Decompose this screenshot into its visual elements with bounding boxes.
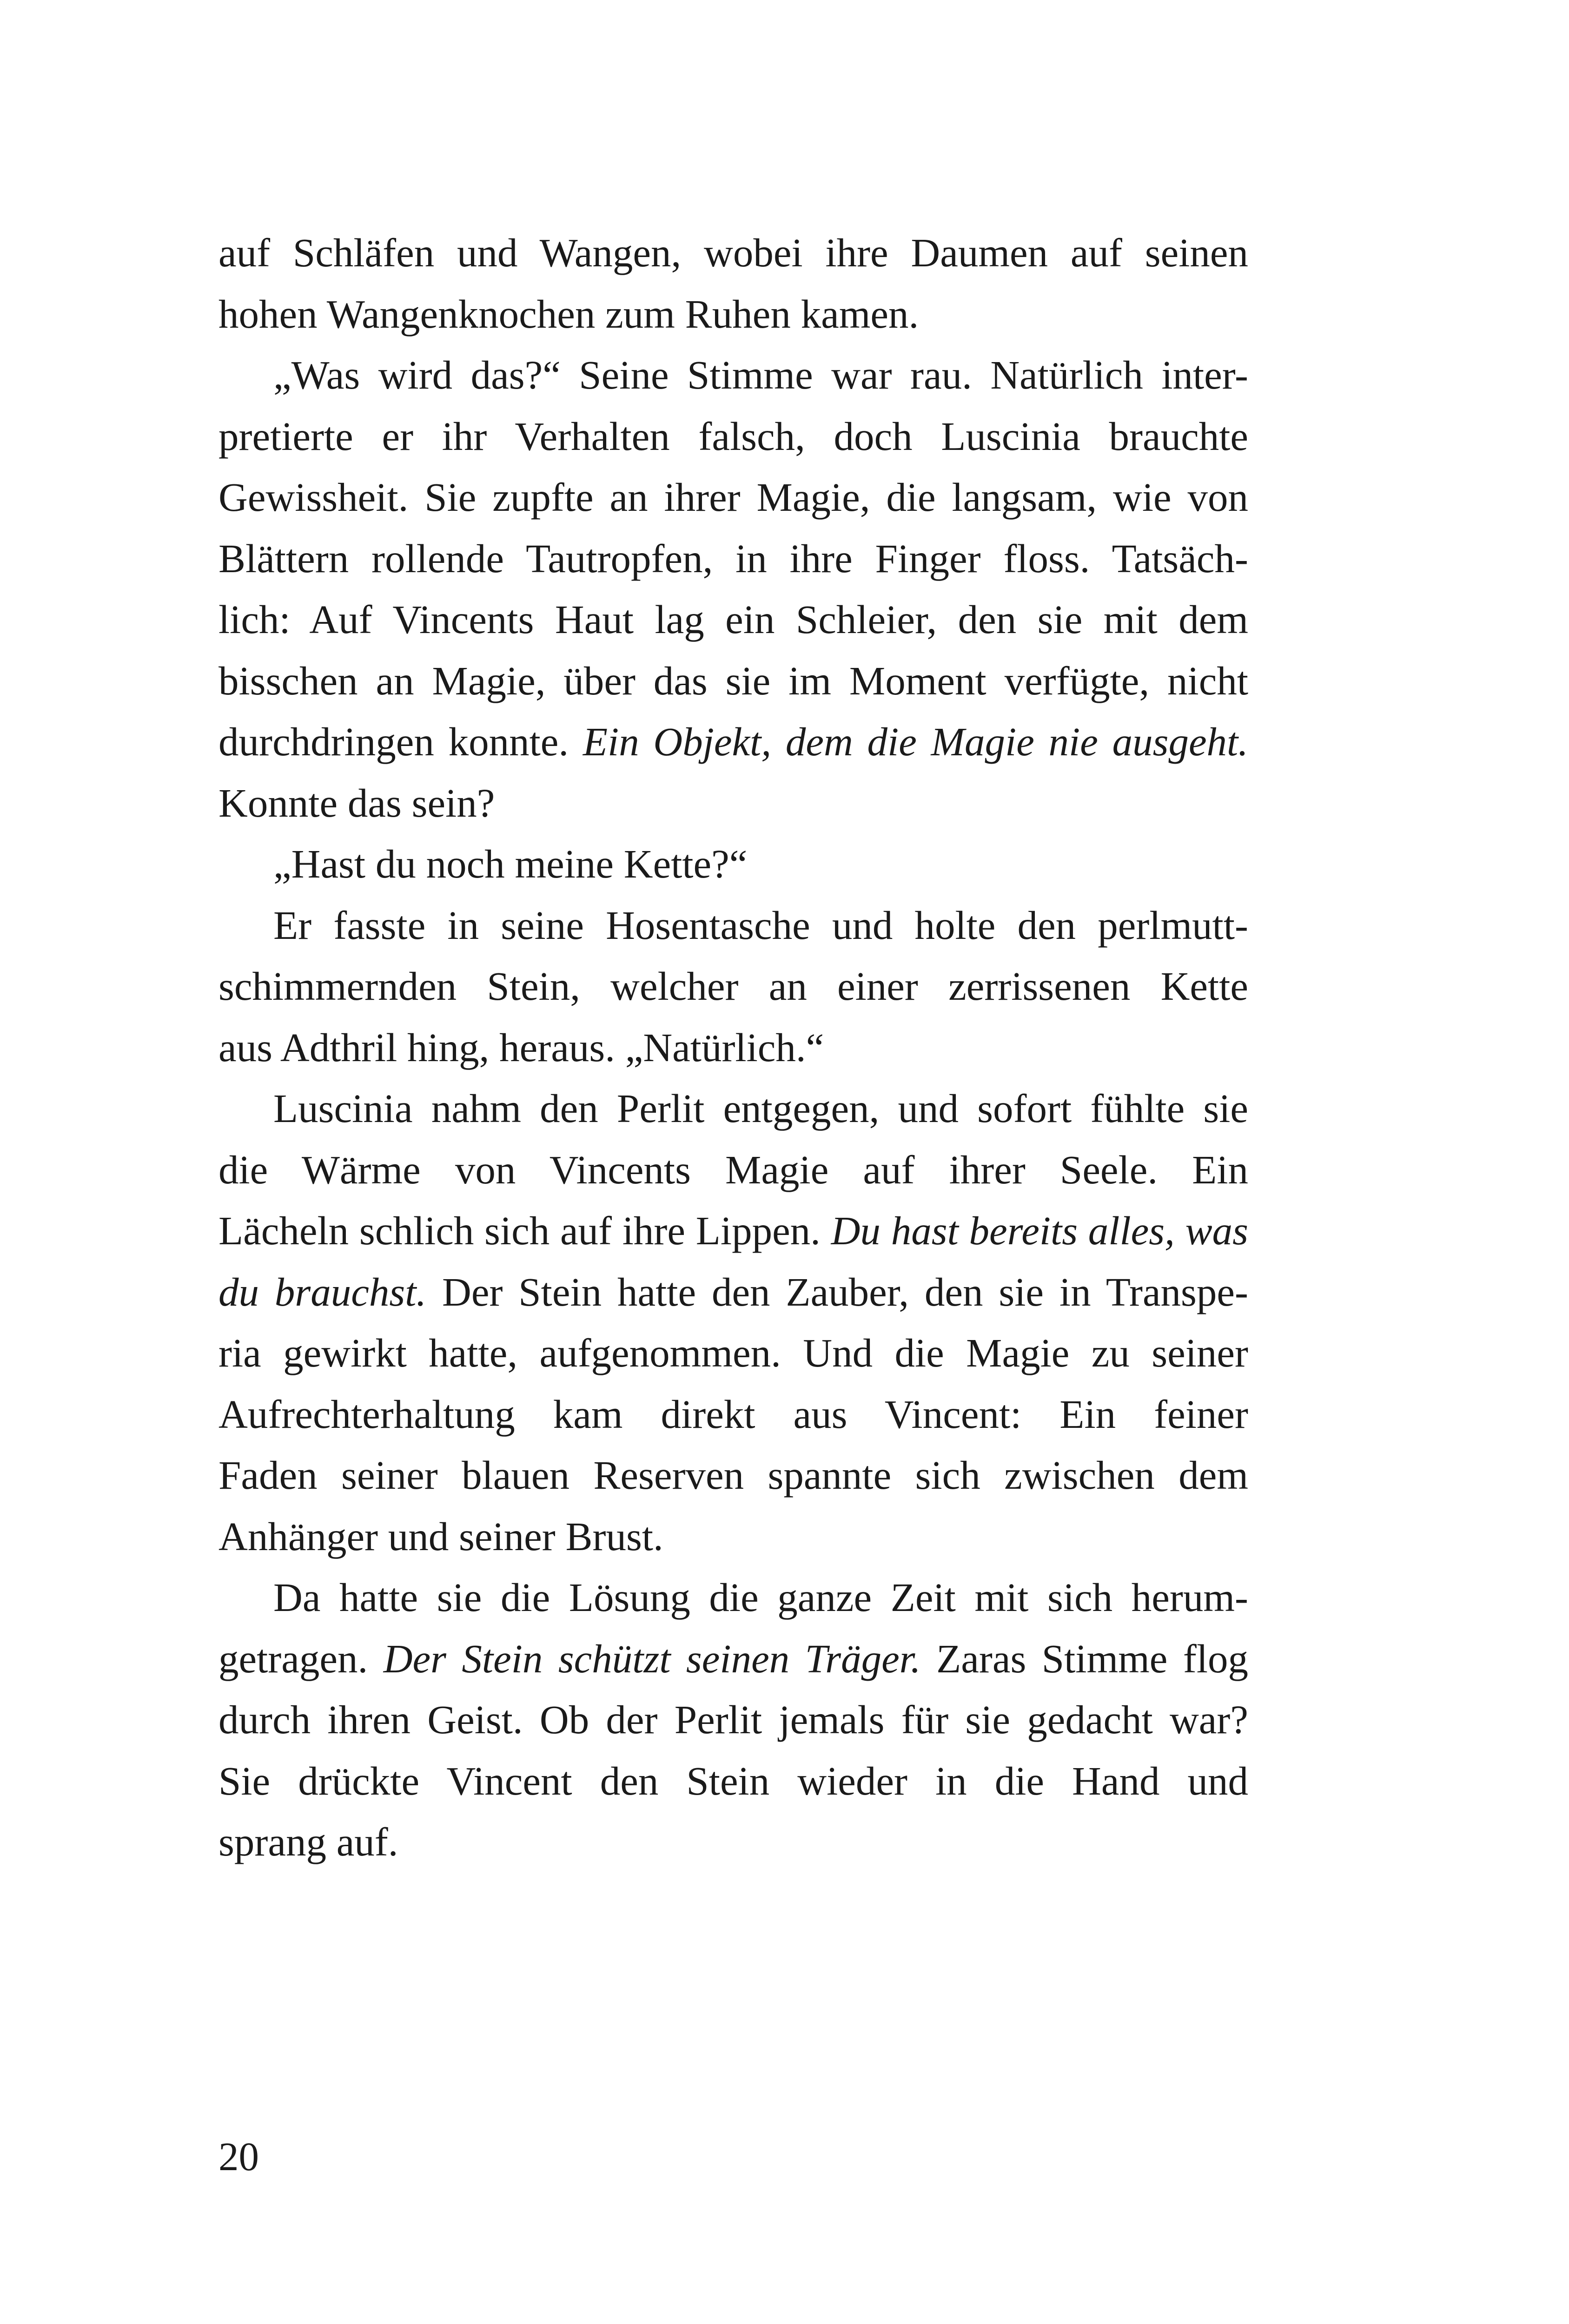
text-line: auf Schläfen und Wangen, wobei ihre Daumen auf seinen [218, 230, 1248, 275]
paragraph [218, 1567, 1248, 1873]
text-line: Aufrechterhaltung kam direkt aus Vincent: Ein feiner [218, 1391, 1248, 1437]
text-line: Anhänger und seiner Brust. [218, 1513, 663, 1559]
text-line: Blättern rollende Tautropfen, in ihre Finger floss. Tatsäch- [218, 535, 1248, 581]
text-run: Zaras Stimme flog [920, 1636, 1248, 1681]
text-line: Sie drückte Vincent den Stein wieder in die Hand und [218, 1758, 1248, 1803]
text-line: schimmernden Stein, welcher an einer zerrissenen Kette [218, 964, 1248, 1009]
text-line [218, 1200, 1248, 1261]
text-run: getragen. [218, 1636, 384, 1681]
text-line: die Wärme von Vincents Magie auf ihrer Seele. Ein [218, 1147, 1248, 1192]
italic-text: Der Stein schützt seinen Träger. [383, 1636, 921, 1681]
text-line: durch ihren Geist. Ob der Perlit jemals für sie gedacht war? [218, 1697, 1248, 1742]
paragraph [218, 344, 1248, 833]
text-line: sprang auf. [218, 1819, 398, 1864]
text-line: Faden seiner blauen Reserven spannte sich zwischen dem [218, 1452, 1248, 1498]
text-line: bisschen an Magie, über das sie im Moment verfügte, nicht [218, 658, 1248, 703]
paragraph [218, 222, 1248, 344]
text-line [218, 1261, 1248, 1323]
text-line: Da hatte sie die Lösung die ganze Zeit mit sich herum- [273, 1575, 1248, 1620]
text-line: Konnte das sein? [218, 780, 495, 825]
paragraph [218, 895, 1248, 1078]
text-run: Lächeln schlich sich auf ihre Lippen. [218, 1208, 831, 1253]
text-line: lich: Auf Vincents Haut lag ein Schleier, den sie mit dem [218, 597, 1248, 642]
italic-text: Ein Objekt, dem die Magie nie ausgeht. [583, 719, 1248, 764]
italic-text: Du hast bereits alles, was [831, 1208, 1248, 1253]
italic-text: du brauchst. [218, 1269, 427, 1314]
text-line: „Hast du noch meine Kette?“ [273, 841, 748, 886]
text-line: hohen Wangenknochen zum Ruhen kamen. [218, 291, 919, 337]
paragraph [218, 833, 1248, 895]
body-text [218, 222, 1248, 1873]
text-line: Luscinia nahm den Perlit entgegen, und sofort fühlte sie [273, 1086, 1248, 1131]
text-line: „Was wird das?“ Seine Stimme war rau. Natürlich inter- [273, 352, 1248, 397]
text-run: durchdringen konnte. [218, 719, 583, 764]
text-line: aus Adthril hing, heraus. „Natürlich.“ [218, 1024, 824, 1070]
text-line: Er fasste in seine Hosentasche und holte den perlmutt- [273, 902, 1248, 948]
text-line: ria gewirkt hatte, aufgenommen. Und die Magie zu seiner [218, 1330, 1248, 1375]
text-line: pretierte er ihr Verhalten falsch, doch Luscinia brauchte [218, 413, 1248, 459]
page-number: 20 [218, 2134, 259, 2179]
text-line [218, 1628, 1248, 1690]
text-line [218, 711, 1248, 772]
text-line: Gewissheit. Sie zupfte an ihrer Magie, die langsam, wie von [218, 475, 1248, 520]
text-run: Der Stein hatte den Zauber, den sie in Transpe- [426, 1269, 1248, 1314]
paragraph [218, 1078, 1248, 1567]
